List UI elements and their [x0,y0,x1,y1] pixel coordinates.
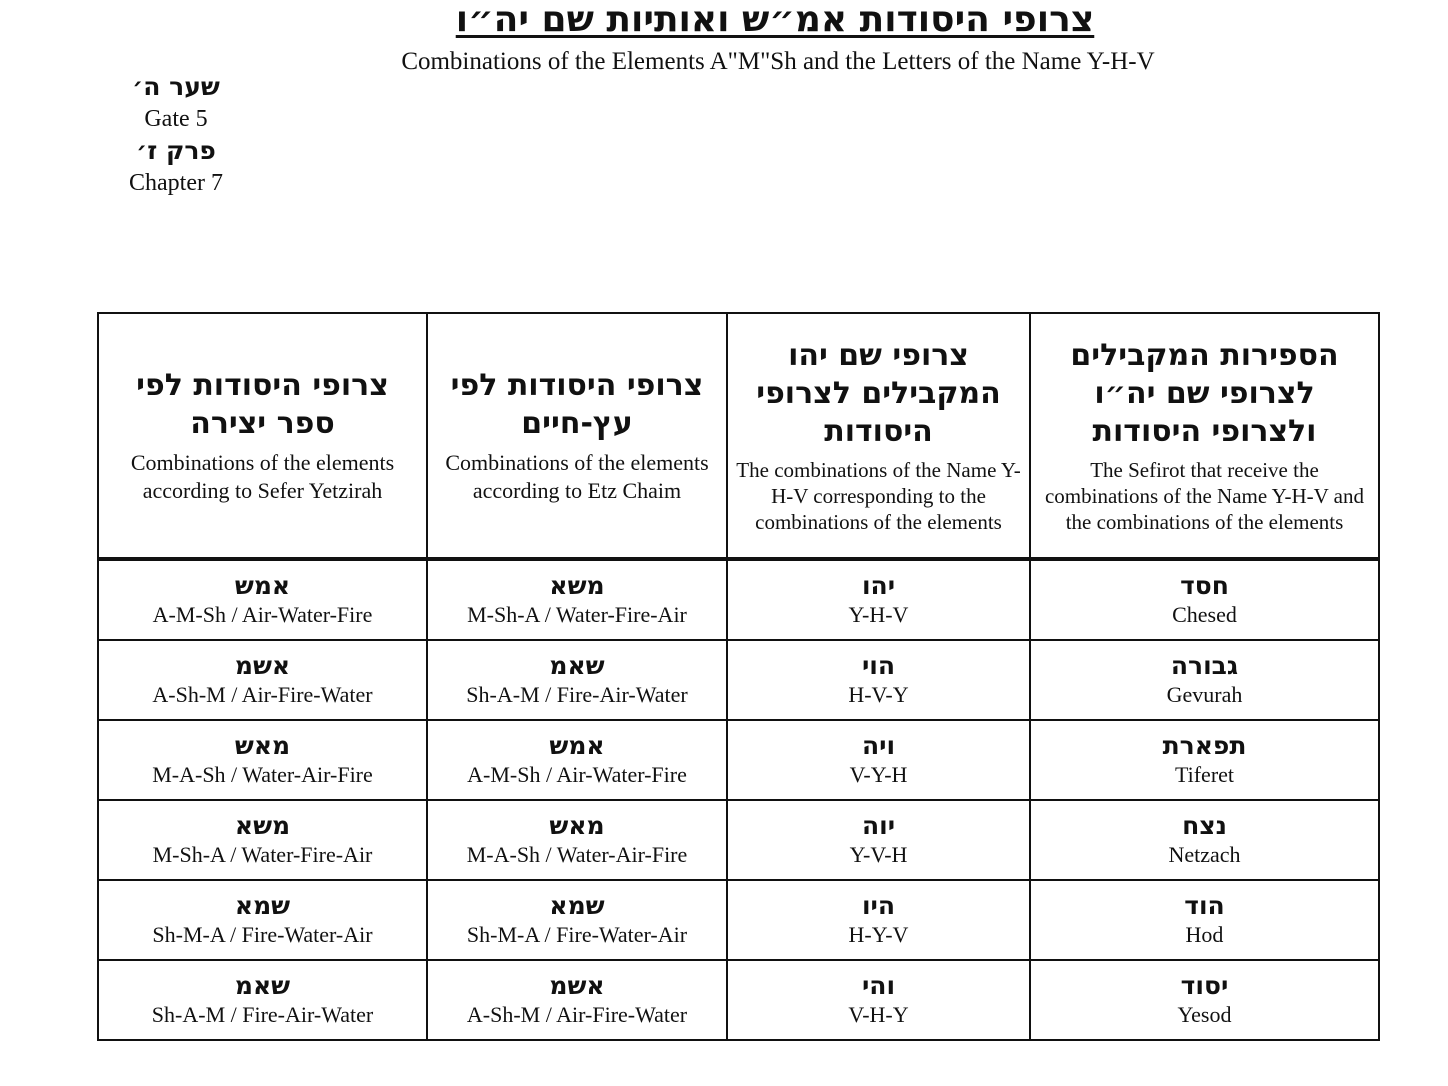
table-row [98,720,1379,800]
gate-chapter-block [96,72,256,200]
cell-hebrew: שמא [549,891,605,920]
combinations-table [97,312,1380,1041]
header-name-combinations [727,313,1030,559]
table-cell [427,720,727,800]
cell-english: Chesed [1172,602,1237,627]
table-cell [1030,559,1379,640]
cell-hebrew: גבורה [1170,651,1239,680]
table-cell [1030,720,1379,800]
cell-english: Sh-A-M / Fire-Air-Water [466,682,688,707]
header-sefer-yetzirah [98,313,427,559]
cell-english: M-Sh-A / Water-Fire-Air [467,602,687,627]
cell-english: M-A-Sh / Water-Air-Fire [152,762,373,787]
cell-english: A-Sh-M / Air-Fire-Water [152,682,373,707]
cell-hebrew: ויה [861,731,896,760]
header-hebrew: צרופי היסודות לפי ספר יצירה [136,367,389,441]
table-cell [727,800,1030,880]
chapter-english: Chapter 7 [129,170,223,196]
header-etz-chaim [427,313,727,559]
cell-english: Gevurah [1166,682,1243,707]
cell-english: Hod [1185,922,1224,947]
cell-hebrew: אמש [549,731,605,760]
table-cell [98,720,427,800]
cell-hebrew: מאש [549,811,605,840]
table-cell [427,880,727,960]
table-cell [427,800,727,880]
cell-hebrew: אמש [234,571,291,600]
table-row [98,960,1379,1040]
gate-hebrew: שער ה׳ [132,72,220,101]
cell-hebrew: אשמ [549,971,605,1000]
header-hebrew: צרופי היסודות לפי עץ-חיים [450,367,704,441]
cell-hebrew: נצח [1182,811,1227,840]
header-english: Combinations of the elements according to Sefer Yetzirah [130,449,395,503]
table-cell [98,880,427,960]
table-cell [427,640,727,720]
cell-english: A-Sh-M / Air-Fire-Water [466,1002,688,1027]
hebrew-title [0,0,1448,42]
cell-hebrew: והי [861,971,896,1000]
cell-english: Sh-M-A / Fire-Water-Air [152,922,373,947]
table-cell [98,800,427,880]
cell-english: A-M-Sh / Air-Water-Fire [467,762,687,787]
hebrew-title-text: צרופי היסודות אמ״ש ואותיות שם יה״ו [455,0,1095,40]
table-cell [727,640,1030,720]
cell-hebrew: אשמ [234,651,291,680]
cell-hebrew: מאש [234,731,291,760]
cell-english: V-H-Y [848,1002,909,1027]
table-row [98,559,1379,640]
table-cell [98,960,427,1040]
cell-english: H-Y-V [848,922,909,947]
table-row [98,800,1379,880]
table-cell [1030,640,1379,720]
header-english: The combinations of the Name Y-H-V corresponding to the combinations of the elements [736,457,1021,534]
english-title: Combinations of the Elements A"M"Sh and the Letters of the Name Y-H-V [401,48,1155,75]
cell-hebrew: משא [234,811,291,840]
table-cell [727,559,1030,640]
cell-english: Yesod [1177,1002,1232,1027]
table-cell [98,559,427,640]
cell-hebrew: היו [861,891,896,920]
table-header [98,313,1379,559]
table-cell [727,880,1030,960]
gate-english: Gate 5 [144,106,208,132]
cell-hebrew: יסוד [1180,971,1229,1000]
cell-english: A-M-Sh / Air-Water-Fire [152,602,373,627]
cell-hebrew: חסד [1180,571,1229,600]
table-cell [1030,880,1379,960]
table-cell [1030,800,1379,880]
table-cell [427,960,727,1040]
cell-english: Y-H-V [848,602,909,627]
cell-english: Y-V-H [849,842,908,867]
cell-hebrew: משא [549,571,605,600]
header-english: The Sefirot that receive the combinations of the Name Y-H-V and the combinations of the elements [1044,457,1364,534]
header-hebrew: צרופי שם יהו המקבילים לצרופי היסודות [756,337,1001,449]
table-cell [98,640,427,720]
cell-hebrew: שמא [234,891,291,920]
table-cell [427,559,727,640]
chapter-hebrew: פרק ז׳ [136,136,216,165]
cell-english: M-A-Sh / Water-Air-Fire [466,842,688,867]
cell-english: M-Sh-A / Water-Fire-Air [152,842,373,867]
header-hebrew: הספירות המקבילים לצרופי שם יה״ו ולצרופי היסודות [1070,337,1339,449]
table-row [98,880,1379,960]
table-cell [727,720,1030,800]
cell-hebrew: הוד [1184,891,1225,920]
cell-hebrew: יוה [861,811,896,840]
header-sefirot [1030,313,1379,559]
table-cell [1030,960,1379,1040]
table-cell [727,960,1030,1040]
cell-hebrew: הוי [861,651,896,680]
cell-hebrew: שאמ [549,651,605,680]
cell-hebrew: יהו [861,571,896,600]
header-english: Combinations of the elements according to Etz Chaim [445,449,709,503]
header-row [98,313,1379,559]
cell-english: V-Y-H [849,762,908,787]
cell-hebrew: שאמ [234,971,291,1000]
table-body [98,559,1379,1040]
cell-english: Tiferet [1174,762,1235,787]
cell-english: Sh-A-M / Fire-Air-Water [151,1002,374,1027]
cell-english: Netzach [1168,842,1241,867]
cell-english: H-V-Y [848,682,909,707]
cell-hebrew: תפארת [1162,731,1247,760]
table-row [98,640,1379,720]
cell-english: Sh-M-A / Fire-Water-Air [466,922,688,947]
